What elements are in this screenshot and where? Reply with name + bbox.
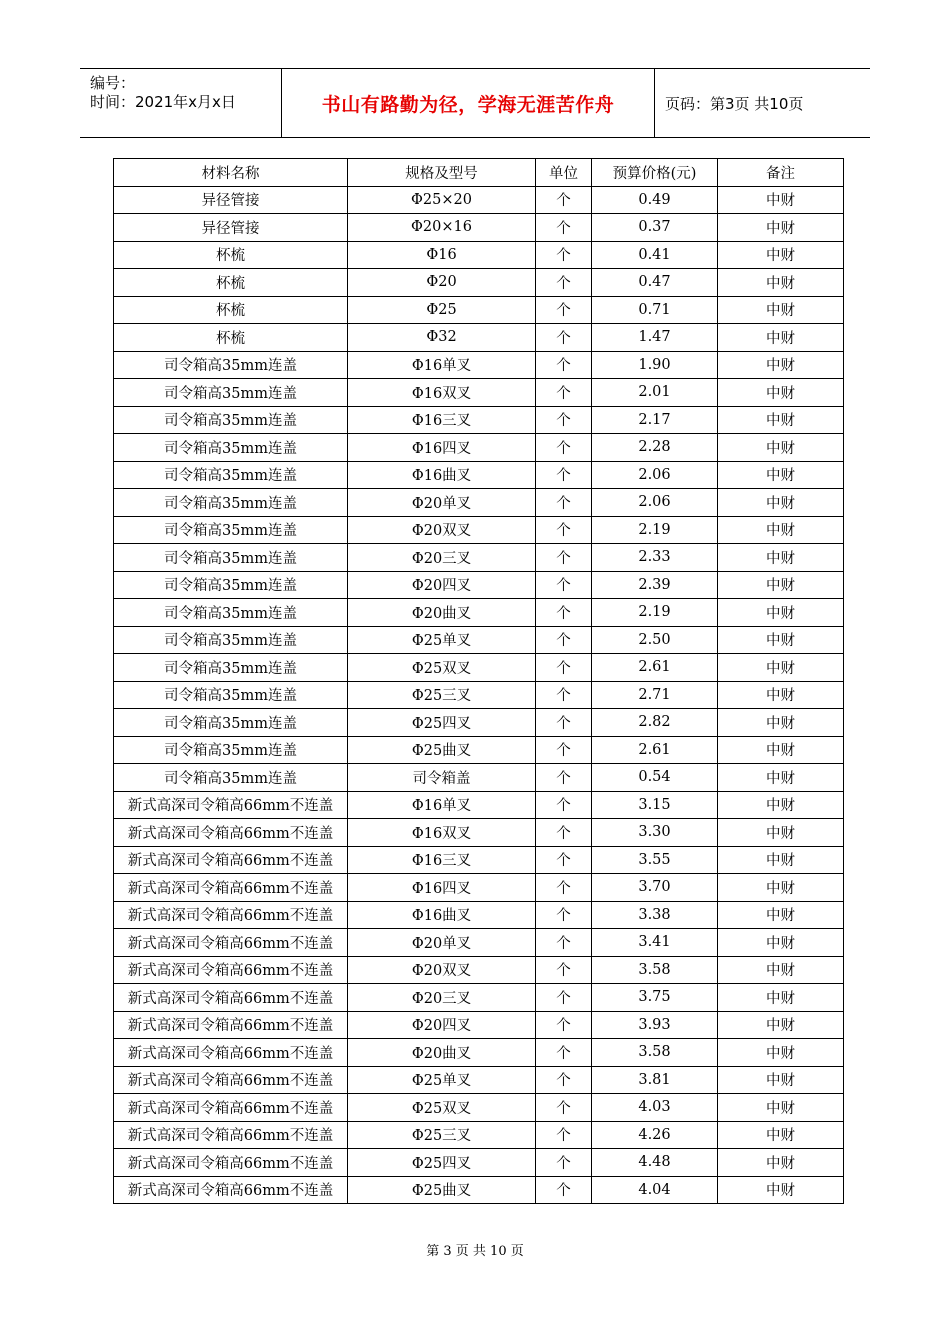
cell-unit: 个 — [536, 186, 592, 214]
cell-price: 2.50 — [592, 626, 718, 654]
cell-spec: Φ20四叉 — [348, 571, 536, 599]
cell-unit: 个 — [536, 434, 592, 462]
cell-unit: 个 — [536, 516, 592, 544]
cell-price: 2.06 — [592, 461, 718, 489]
cell-price: 2.61 — [592, 654, 718, 682]
cell-unit: 个 — [536, 984, 592, 1012]
table-row — [114, 1121, 844, 1149]
cell-remark: 中财 — [718, 819, 844, 847]
cell-price: 2.17 — [592, 406, 718, 434]
table-row — [114, 901, 844, 929]
cell-price: 4.04 — [592, 1176, 718, 1204]
cell-remark: 中财 — [718, 516, 844, 544]
cell-remark: 中财 — [718, 654, 844, 682]
col-header-material: 材料名称 — [114, 159, 348, 187]
cell-spec: Φ20单叉 — [348, 489, 536, 517]
table-row — [114, 516, 844, 544]
table-row — [114, 874, 844, 902]
table-row — [114, 846, 844, 874]
table-row — [114, 1176, 844, 1204]
cell-remark: 中财 — [718, 956, 844, 984]
cell-spec: Φ20双叉 — [348, 516, 536, 544]
cell-price: 3.81 — [592, 1066, 718, 1094]
cell-spec: Φ25×20 — [348, 186, 536, 214]
col-header-remark: 备注 — [718, 159, 844, 187]
cell-spec: Φ16四叉 — [348, 874, 536, 902]
cell-price: 2.28 — [592, 434, 718, 462]
cell-price: 0.54 — [592, 764, 718, 792]
col-header-unit: 单位 — [536, 159, 592, 187]
cell-price: 4.48 — [592, 1149, 718, 1177]
table-row — [114, 544, 844, 572]
cell-spec: Φ16曲叉 — [348, 461, 536, 489]
cell-price: 3.58 — [592, 956, 718, 984]
cell-remark: 中财 — [718, 1039, 844, 1067]
cell-remark: 中财 — [718, 1176, 844, 1204]
table-row — [114, 1011, 844, 1039]
cell-spec: Φ16双叉 — [348, 379, 536, 407]
cell-material: 新式高深司令箱高66mm不连盖 — [114, 846, 348, 874]
cell-material: 杯梳 — [114, 296, 348, 324]
cell-material: 新式高深司令箱高66mm不连盖 — [114, 1121, 348, 1149]
cell-price: 3.93 — [592, 1011, 718, 1039]
table-row — [114, 709, 844, 737]
cell-spec: Φ16四叉 — [348, 434, 536, 462]
cell-price: 2.33 — [592, 544, 718, 572]
cell-unit: 个 — [536, 599, 592, 627]
cell-unit: 个 — [536, 764, 592, 792]
cell-price: 0.47 — [592, 269, 718, 297]
table-row — [114, 241, 844, 269]
cell-spec: Φ16三叉 — [348, 846, 536, 874]
cell-price: 3.38 — [592, 901, 718, 929]
cell-remark: 中财 — [718, 874, 844, 902]
cell-material: 新式高深司令箱高66mm不连盖 — [114, 791, 348, 819]
cell-remark: 中财 — [718, 929, 844, 957]
cell-unit: 个 — [536, 571, 592, 599]
cell-material: 新式高深司令箱高66mm不连盖 — [114, 1011, 348, 1039]
cell-remark: 中财 — [718, 351, 844, 379]
cell-spec: Φ25曲叉 — [348, 1176, 536, 1204]
cell-material: 新式高深司令箱高66mm不连盖 — [114, 819, 348, 847]
cell-material: 司令箱高35mm连盖 — [114, 681, 348, 709]
cell-spec: Φ16 — [348, 241, 536, 269]
cell-material: 司令箱高35mm连盖 — [114, 709, 348, 737]
cell-price: 1.90 — [592, 351, 718, 379]
cell-material: 司令箱高35mm连盖 — [114, 351, 348, 379]
table-row — [114, 461, 844, 489]
cell-remark: 中财 — [718, 626, 844, 654]
cell-price: 4.03 — [592, 1094, 718, 1122]
cell-remark: 中财 — [718, 241, 844, 269]
cell-material: 新式高深司令箱高66mm不连盖 — [114, 1039, 348, 1067]
table-row — [114, 791, 844, 819]
cell-material: 新式高深司令箱高66mm不连盖 — [114, 901, 348, 929]
cell-remark: 中财 — [718, 736, 844, 764]
cell-material: 新式高深司令箱高66mm不连盖 — [114, 1094, 348, 1122]
cell-unit: 个 — [536, 379, 592, 407]
cell-spec: Φ25单叉 — [348, 1066, 536, 1094]
cell-remark: 中财 — [718, 709, 844, 737]
cell-unit: 个 — [536, 956, 592, 984]
cell-unit: 个 — [536, 324, 592, 352]
cell-remark: 中财 — [718, 984, 844, 1012]
cell-material: 司令箱高35mm连盖 — [114, 434, 348, 462]
table-row — [114, 406, 844, 434]
cell-price: 0.41 — [592, 241, 718, 269]
table-row — [114, 489, 844, 517]
cell-unit: 个 — [536, 296, 592, 324]
cell-material: 新式高深司令箱高66mm不连盖 — [114, 956, 348, 984]
cell-unit: 个 — [536, 736, 592, 764]
cell-material: 司令箱高35mm连盖 — [114, 544, 348, 572]
cell-material: 司令箱高35mm连盖 — [114, 461, 348, 489]
cell-remark: 中财 — [718, 544, 844, 572]
cell-material: 司令箱高35mm连盖 — [114, 516, 348, 544]
cell-remark: 中财 — [718, 296, 844, 324]
cell-unit: 个 — [536, 709, 592, 737]
cell-price: 2.71 — [592, 681, 718, 709]
cell-price: 2.82 — [592, 709, 718, 737]
cell-spec: Φ20×16 — [348, 214, 536, 242]
table-row — [114, 571, 844, 599]
table-row — [114, 599, 844, 627]
cell-spec: Φ25四叉 — [348, 709, 536, 737]
cell-unit: 个 — [536, 929, 592, 957]
cell-material: 新式高深司令箱高66mm不连盖 — [114, 1066, 348, 1094]
table-row — [114, 324, 844, 352]
cell-spec: Φ25双叉 — [348, 1094, 536, 1122]
cell-price: 2.19 — [592, 599, 718, 627]
cell-remark: 中财 — [718, 489, 844, 517]
cell-spec: Φ32 — [348, 324, 536, 352]
page-footer: 第 3 页 共 10 页 — [426, 1244, 524, 1259]
cell-spec: Φ16单叉 — [348, 791, 536, 819]
cell-unit: 个 — [536, 846, 592, 874]
cell-unit: 个 — [536, 901, 592, 929]
cell-unit: 个 — [536, 874, 592, 902]
cell-material: 新式高深司令箱高66mm不连盖 — [114, 1149, 348, 1177]
cell-material: 新式高深司令箱高66mm不连盖 — [114, 929, 348, 957]
table-row — [114, 626, 844, 654]
cell-spec: Φ16双叉 — [348, 819, 536, 847]
cell-unit: 个 — [536, 351, 592, 379]
cell-price: 0.71 — [592, 296, 718, 324]
cell-price: 3.55 — [592, 846, 718, 874]
cell-spec: Φ20三叉 — [348, 984, 536, 1012]
cell-unit: 个 — [536, 791, 592, 819]
cell-material: 司令箱高35mm连盖 — [114, 654, 348, 682]
cell-unit: 个 — [536, 626, 592, 654]
cell-price: 3.30 — [592, 819, 718, 847]
cell-spec: Φ25三叉 — [348, 1121, 536, 1149]
cell-remark: 中财 — [718, 269, 844, 297]
cell-unit: 个 — [536, 489, 592, 517]
cell-unit: 个 — [536, 1149, 592, 1177]
cell-unit: 个 — [536, 544, 592, 572]
cell-unit: 个 — [536, 1039, 592, 1067]
cell-remark: 中财 — [718, 406, 844, 434]
cell-remark: 中财 — [718, 379, 844, 407]
header-page-code: 页码：第3页 共10页 — [665, 94, 804, 113]
cell-unit: 个 — [536, 269, 592, 297]
cell-spec: Φ20三叉 — [348, 544, 536, 572]
cell-price: 4.26 — [592, 1121, 718, 1149]
cell-remark: 中财 — [718, 571, 844, 599]
cell-material: 司令箱高35mm连盖 — [114, 489, 348, 517]
cell-price: 2.61 — [592, 736, 718, 764]
material-price-table — [113, 158, 844, 1204]
cell-unit: 个 — [536, 819, 592, 847]
cell-price: 3.75 — [592, 984, 718, 1012]
cell-spec: Φ16三叉 — [348, 406, 536, 434]
cell-spec: Φ25三叉 — [348, 681, 536, 709]
table-row — [114, 269, 844, 297]
table-row — [114, 764, 844, 792]
cell-spec: 司令箱盖 — [348, 764, 536, 792]
table-header-row — [114, 159, 844, 187]
cell-remark: 中财 — [718, 324, 844, 352]
table-row — [114, 434, 844, 462]
cell-unit: 个 — [536, 1176, 592, 1204]
cell-unit: 个 — [536, 681, 592, 709]
cell-spec: Φ20 — [348, 269, 536, 297]
cell-material: 司令箱高35mm连盖 — [114, 764, 348, 792]
table-row — [114, 379, 844, 407]
cell-price: 3.15 — [592, 791, 718, 819]
cell-remark: 中财 — [718, 764, 844, 792]
cell-remark: 中财 — [718, 1066, 844, 1094]
cell-price: 3.41 — [592, 929, 718, 957]
cell-price: 1.47 — [592, 324, 718, 352]
cell-material: 司令箱高35mm连盖 — [114, 379, 348, 407]
table-body — [114, 186, 844, 1204]
table-row — [114, 186, 844, 214]
cell-price: 3.70 — [592, 874, 718, 902]
cell-remark: 中财 — [718, 846, 844, 874]
table-row — [114, 681, 844, 709]
cell-unit: 个 — [536, 1094, 592, 1122]
cell-price: 0.49 — [592, 186, 718, 214]
cell-material: 新式高深司令箱高66mm不连盖 — [114, 984, 348, 1012]
cell-unit: 个 — [536, 214, 592, 242]
table-row — [114, 1094, 844, 1122]
table-row — [114, 654, 844, 682]
cell-remark: 中财 — [718, 681, 844, 709]
table-row — [114, 351, 844, 379]
cell-spec: Φ20曲叉 — [348, 1039, 536, 1067]
table-row — [114, 956, 844, 984]
table-row — [114, 929, 844, 957]
cell-price: 2.01 — [592, 379, 718, 407]
cell-material: 杯梳 — [114, 241, 348, 269]
cell-remark: 中财 — [718, 214, 844, 242]
cell-price: 2.06 — [592, 489, 718, 517]
cell-material: 新式高深司令箱高66mm不连盖 — [114, 1176, 348, 1204]
cell-spec: Φ16单叉 — [348, 351, 536, 379]
cell-spec: Φ25曲叉 — [348, 736, 536, 764]
cell-spec: Φ25双叉 — [348, 654, 536, 682]
cell-unit: 个 — [536, 241, 592, 269]
cell-price: 2.19 — [592, 516, 718, 544]
cell-spec: Φ20曲叉 — [348, 599, 536, 627]
cell-material: 杯梳 — [114, 269, 348, 297]
cell-spec: Φ25 — [348, 296, 536, 324]
cell-remark: 中财 — [718, 1149, 844, 1177]
table-row — [114, 819, 844, 847]
cell-price: 3.58 — [592, 1039, 718, 1067]
cell-price: 0.37 — [592, 214, 718, 242]
cell-material: 异径管接 — [114, 186, 348, 214]
table-row — [114, 214, 844, 242]
header-motto: 书山有路勤为径，学海无涯苦作舟 — [282, 69, 655, 137]
cell-unit: 个 — [536, 1011, 592, 1039]
cell-material: 杯梳 — [114, 324, 348, 352]
cell-material: 司令箱高35mm连盖 — [114, 599, 348, 627]
cell-spec: Φ16曲叉 — [348, 901, 536, 929]
table-row — [114, 1149, 844, 1177]
cell-remark: 中财 — [718, 434, 844, 462]
header-meta-cell — [80, 69, 282, 137]
cell-unit: 个 — [536, 461, 592, 489]
cell-material: 司令箱高35mm连盖 — [114, 626, 348, 654]
cell-remark: 中财 — [718, 901, 844, 929]
table-row — [114, 1066, 844, 1094]
cell-material: 新式高深司令箱高66mm不连盖 — [114, 874, 348, 902]
cell-unit: 个 — [536, 1066, 592, 1094]
cell-unit: 个 — [536, 1121, 592, 1149]
cell-remark: 中财 — [718, 791, 844, 819]
cell-spec: Φ20双叉 — [348, 956, 536, 984]
table-row — [114, 1039, 844, 1067]
col-header-price: 预算价格(元) — [592, 159, 718, 187]
cell-price: 2.39 — [592, 571, 718, 599]
cell-spec: Φ25四叉 — [348, 1149, 536, 1177]
serial-label: 编号： — [90, 74, 136, 92]
cell-remark: 中财 — [718, 599, 844, 627]
cell-unit: 个 — [536, 654, 592, 682]
table-row — [114, 736, 844, 764]
cell-material: 司令箱高35mm连盖 — [114, 736, 348, 764]
cell-material: 司令箱高35mm连盖 — [114, 406, 348, 434]
cell-remark: 中财 — [718, 1011, 844, 1039]
cell-unit: 个 — [536, 406, 592, 434]
col-header-spec: 规格及型号 — [348, 159, 536, 187]
cell-remark: 中财 — [718, 1094, 844, 1122]
cell-spec: Φ20四叉 — [348, 1011, 536, 1039]
page-header — [80, 68, 870, 138]
cell-material: 司令箱高35mm连盖 — [114, 571, 348, 599]
cell-spec: Φ25单叉 — [348, 626, 536, 654]
table-row — [114, 296, 844, 324]
cell-spec: Φ20单叉 — [348, 929, 536, 957]
cell-material: 异径管接 — [114, 214, 348, 242]
time-label: 时间：2021年x月x日 — [90, 93, 236, 111]
cell-remark: 中财 — [718, 461, 844, 489]
cell-remark: 中财 — [718, 1121, 844, 1149]
table-row — [114, 984, 844, 1012]
cell-remark: 中财 — [718, 186, 844, 214]
